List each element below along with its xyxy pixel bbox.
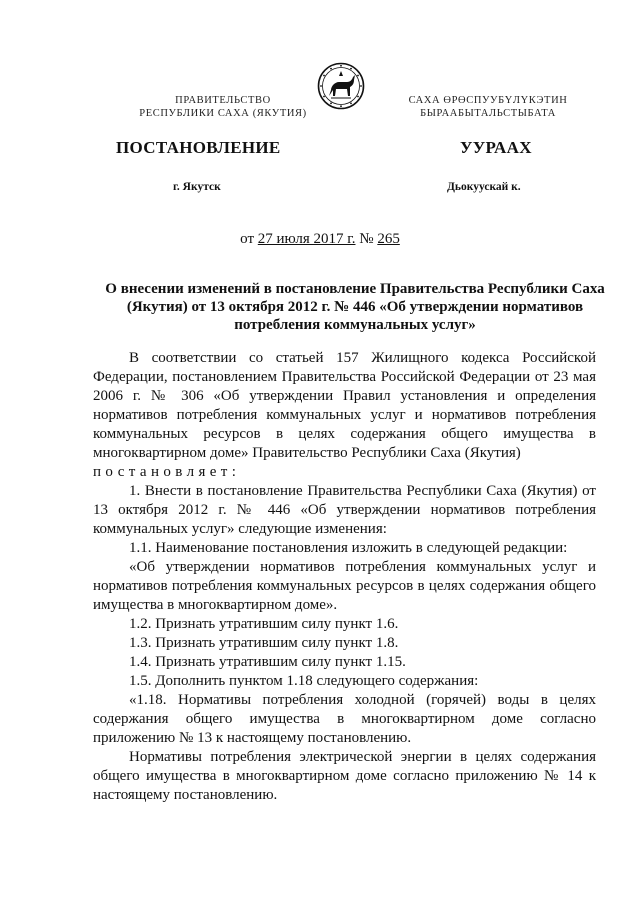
number-prefix: № [359, 231, 374, 247]
paragraph-electric-norms: Нормативы потребления электрической энергии в целях содержания общего имущества в многоквартирном доме согласно приложению № 14 к настоящему постановлению. [93, 749, 596, 803]
government-name-sakha-line2: БЫРААБЫТАЛЬСТЫБАТА [420, 108, 556, 119]
paragraph-1-18: «1.18. Нормативы потребления холодной (горячей) воды в целях содержания общего имущества в многоквартирном доме согласно приложению № 13 к настоящему постановлению. [93, 692, 596, 746]
doc-type-ru: ПОСТАНОВЛЕНИЕ [116, 138, 281, 157]
city-ru: г. Якутск [173, 181, 221, 193]
preamble-paragraph [93, 349, 596, 482]
government-name-sakha [368, 94, 608, 120]
government-name-ru [98, 94, 348, 120]
date-prefix: от [240, 231, 255, 247]
paragraph-1: 1. Внести в постановление Правительства Республики Саха (Якутия) от 13 октября 2012 г. № 446 «Об утверждении нормативов потребления коммунальных услуг» следующие изменения: [93, 483, 596, 537]
paragraph-1-4: 1.4. Признать утратившим силу пункт 1.15. [129, 654, 406, 670]
date-value: 27 июля 2017 г. [257, 231, 356, 247]
document-body [93, 349, 596, 805]
paragraph-1-3: 1.3. Признать утратившим силу пункт 1.8. [129, 635, 399, 651]
decree-word: постановляет: [93, 464, 241, 480]
government-name-sakha-line1: САХА ӨРӨСПУУБҮЛҮКЭТИН [408, 95, 568, 106]
paragraph-1-1: 1.1. Наименование постановления изложить в следующей редакции: [129, 540, 568, 556]
paragraph-1-2: 1.2. Признать утратившим силу пункт 1.6. [129, 616, 399, 632]
government-name-ru-line2: РЕСПУБЛИКИ САХА (ЯКУТИЯ) [139, 108, 307, 119]
paragraph-new-title: «Об утверждении нормативов потребления коммунальных услуг и нормативов потребления коммунальных ресурсов в целях содержания общего имущества в многоквартирном доме». [93, 559, 596, 613]
date-line [0, 231, 640, 248]
doc-type-sakha: УУРААХ [460, 138, 532, 157]
city-sakha: Дьокуускай к. [447, 181, 521, 193]
document-title: О внесении изменений в постановление Правительства Республики Саха (Якутия) от 13 октября 2012 г. № 446 «Об утверждении нормативов потребления коммунальных услуг» [105, 281, 605, 333]
preamble-text: В соответствии со статьей 157 Жилищного кодекса Российской Федерации, постановлением Правительства Российской Федерации от 23 мая 2006 г. № 306 «Об утверждении Правил установления и определения нормативов потребления коммунальных услуг и нормативов потребления коммунальных ресурсов в целях содержания общего имущества в многоквартирном доме» Правительство Республики Саха (Якутия) [93, 350, 596, 461]
paragraph-1-5: 1.5. Дополнить пунктом 1.18 следующего содержания: [129, 673, 479, 689]
number-value: 265 [377, 231, 400, 247]
government-name-ru-line1: ПРАВИТЕЛЬСТВО [175, 95, 271, 106]
